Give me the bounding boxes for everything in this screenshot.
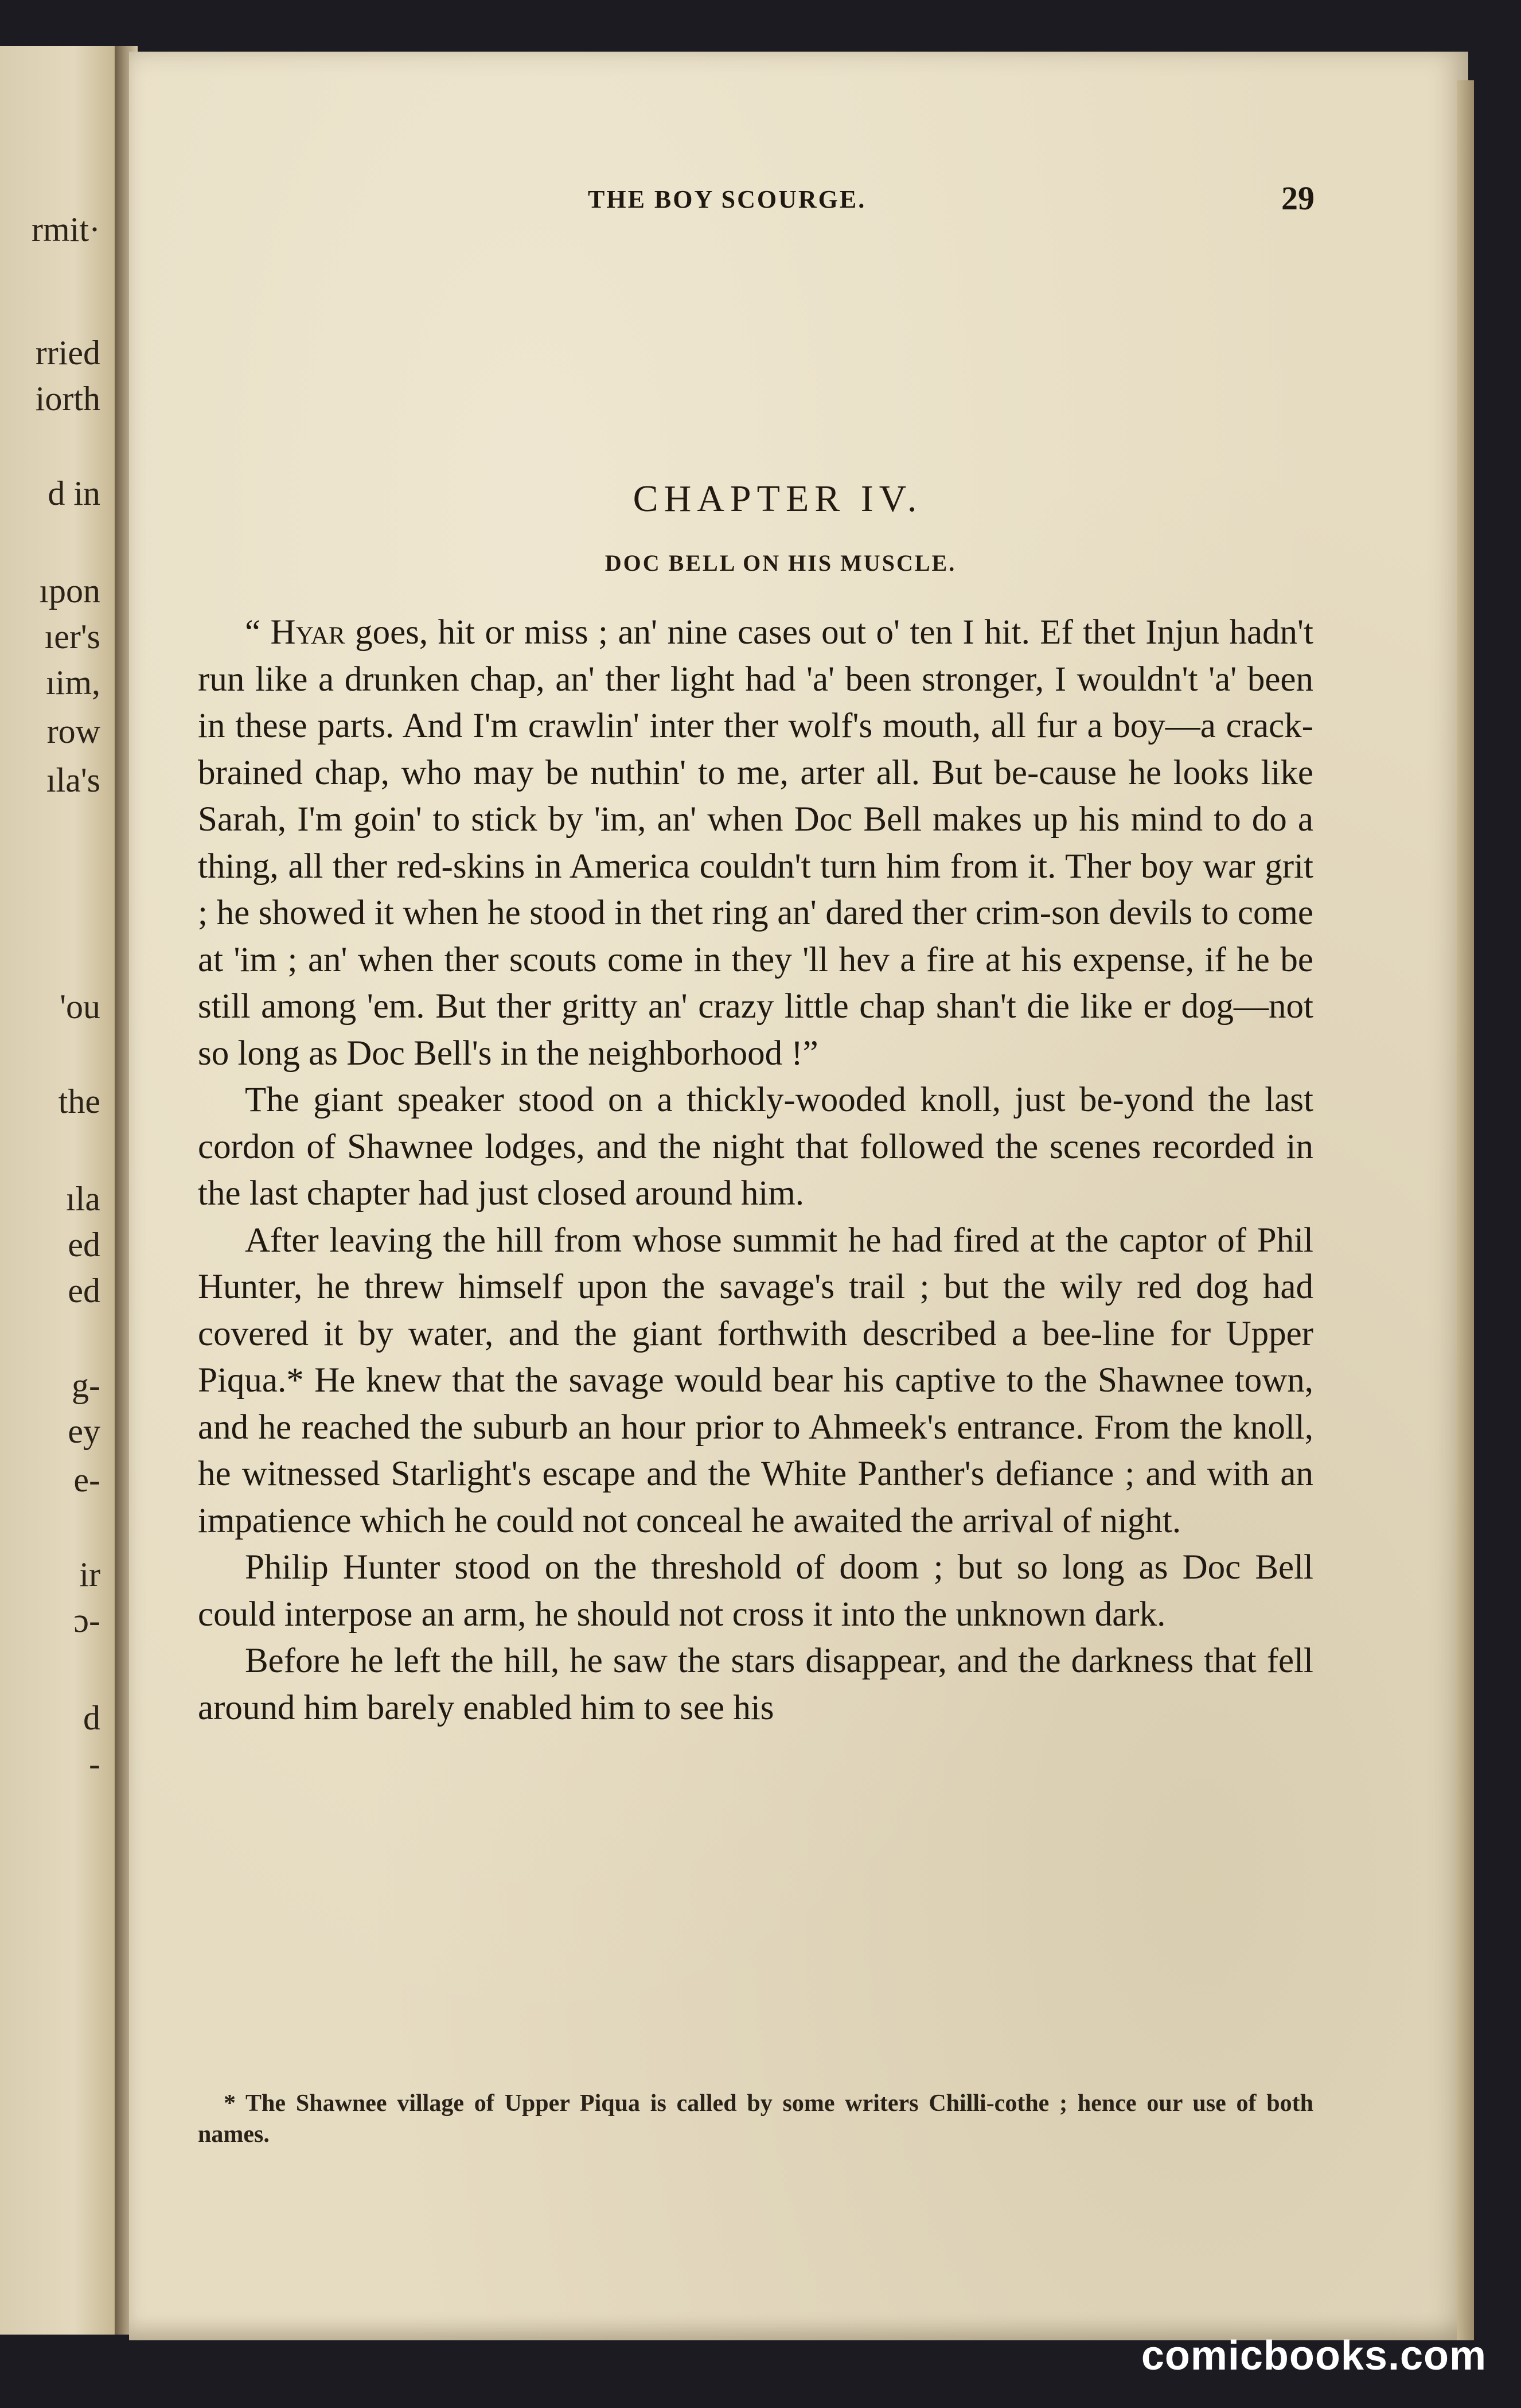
paragraph xyxy=(198,1217,1313,1545)
previous-page-fragment: ıla's xyxy=(46,761,100,799)
previous-page-fragment: ed xyxy=(68,1272,100,1310)
paragraph xyxy=(198,1077,1313,1217)
running-head: THE BOY SCOURGE. xyxy=(588,185,867,213)
previous-page-fragment: rried xyxy=(35,334,100,372)
site-watermark: comicbooks.com xyxy=(1141,2333,1487,2379)
paragraph-text: Before he left the hill, he saw the stars disappear, and the darkness that fell around him barely enabled him to see his xyxy=(198,1642,1313,1727)
previous-page-fragment: ir xyxy=(79,1556,100,1593)
previous-page-fragment: rmit· xyxy=(32,211,100,248)
previous-page-fragment: ıla xyxy=(66,1180,100,1218)
chapter-subtitle: DOC BELL ON HIS MUSCLE. xyxy=(604,550,957,576)
previous-page-fragment: ed xyxy=(68,1226,100,1264)
previous-page-edge xyxy=(0,46,123,2335)
previous-page-fragment: row xyxy=(46,712,100,750)
previous-page-fragment: 'ou xyxy=(60,988,100,1026)
previous-page-fragment: the xyxy=(58,1082,100,1120)
paragraph-text: goes, hit or miss ; an' nine cases out o' ten I hit. Ef thet Injun hadn't run like a drunken chap, an' ther light had 'a' been stronger, I wouldn't 'a' been in these parts. And I'm crawlin' inter ther wolf's mouth, all fur a boy—a crack-brained chap, who may be nuthin' to me, arter all. But be-cause he looks like Sarah, I'm goin' to stick by 'im, an' when Doc Bell makes up his mind to do a thing, all ther red-skins in America couldn't turn him from it. Ther boy war grit ; he showed it when he stood in thet ring an' dared ther crim-son devils to come at 'im ; an' when ther scouts come in they 'll hev a fire at his expense, if he be still among 'em. But ther gritty an' crazy little chap shan't die like er dog—not so long as Doc Bell's in the neighborhood !” xyxy=(198,613,1313,1073)
previous-page-fragment: ıpon xyxy=(39,572,100,610)
footnote: * The Shawnee village of Upper Piqua is called by some writers Chilli-cothe ; hence our use of both names. xyxy=(198,2090,1313,2148)
previous-page-fragment: ɔ- xyxy=(73,1602,100,1639)
paragraph xyxy=(198,1544,1313,1638)
previous-page-fragment: iorth xyxy=(35,380,100,418)
previous-page-fragment: d in xyxy=(48,474,100,512)
paragraph xyxy=(198,1638,1313,1731)
previous-page-fragment: ey xyxy=(68,1412,100,1450)
page-number: 29 xyxy=(1281,180,1315,217)
page-edge-shadow xyxy=(1457,80,1474,2340)
paragraph-text: After leaving the hill from whose summit he had fired at the captor of Phil Hunter, he threw himself upon the savage's trail ; but the wily red dog had covered it by water, and the giant forthwith described a bee-line for Upper Piqua.* He knew that the savage would bear his captive to the Shawnee town, and he reached the suburb an hour prior to Ahmeek's entrance. From the knoll, he witnessed Starlight's escape and the White Panther's defiance ; and with an impatience which he could not conceal he awaited the arrival of night. xyxy=(198,1221,1313,1540)
previous-page-fragment: d xyxy=(83,1699,100,1737)
paragraph xyxy=(198,609,1313,1077)
previous-page-fragment: ıer's xyxy=(44,618,100,656)
chapter-title: CHAPTER IV. xyxy=(633,478,923,520)
paragraph-text: The giant speaker stood on a thickly-wooded knoll, just be-yond the last cordon of Shawnee lodges, and the night that followed the scenes recorded in the last chapter had just closed around him. xyxy=(198,1081,1313,1213)
paragraph-lead: “ Hyar xyxy=(245,613,345,652)
previous-page-fragment: - xyxy=(89,1745,100,1783)
paragraph-text: Philip Hunter stood on the threshold of doom ; but so long as Doc Bell could interpose an arm, he should not cross it into the unknown dark. xyxy=(198,1548,1313,1634)
previous-page-fragment: e- xyxy=(73,1461,100,1499)
previous-page-fragment: g- xyxy=(72,1366,100,1404)
previous-page-fragment: ıim, xyxy=(45,664,100,702)
body-text xyxy=(198,609,1313,1731)
